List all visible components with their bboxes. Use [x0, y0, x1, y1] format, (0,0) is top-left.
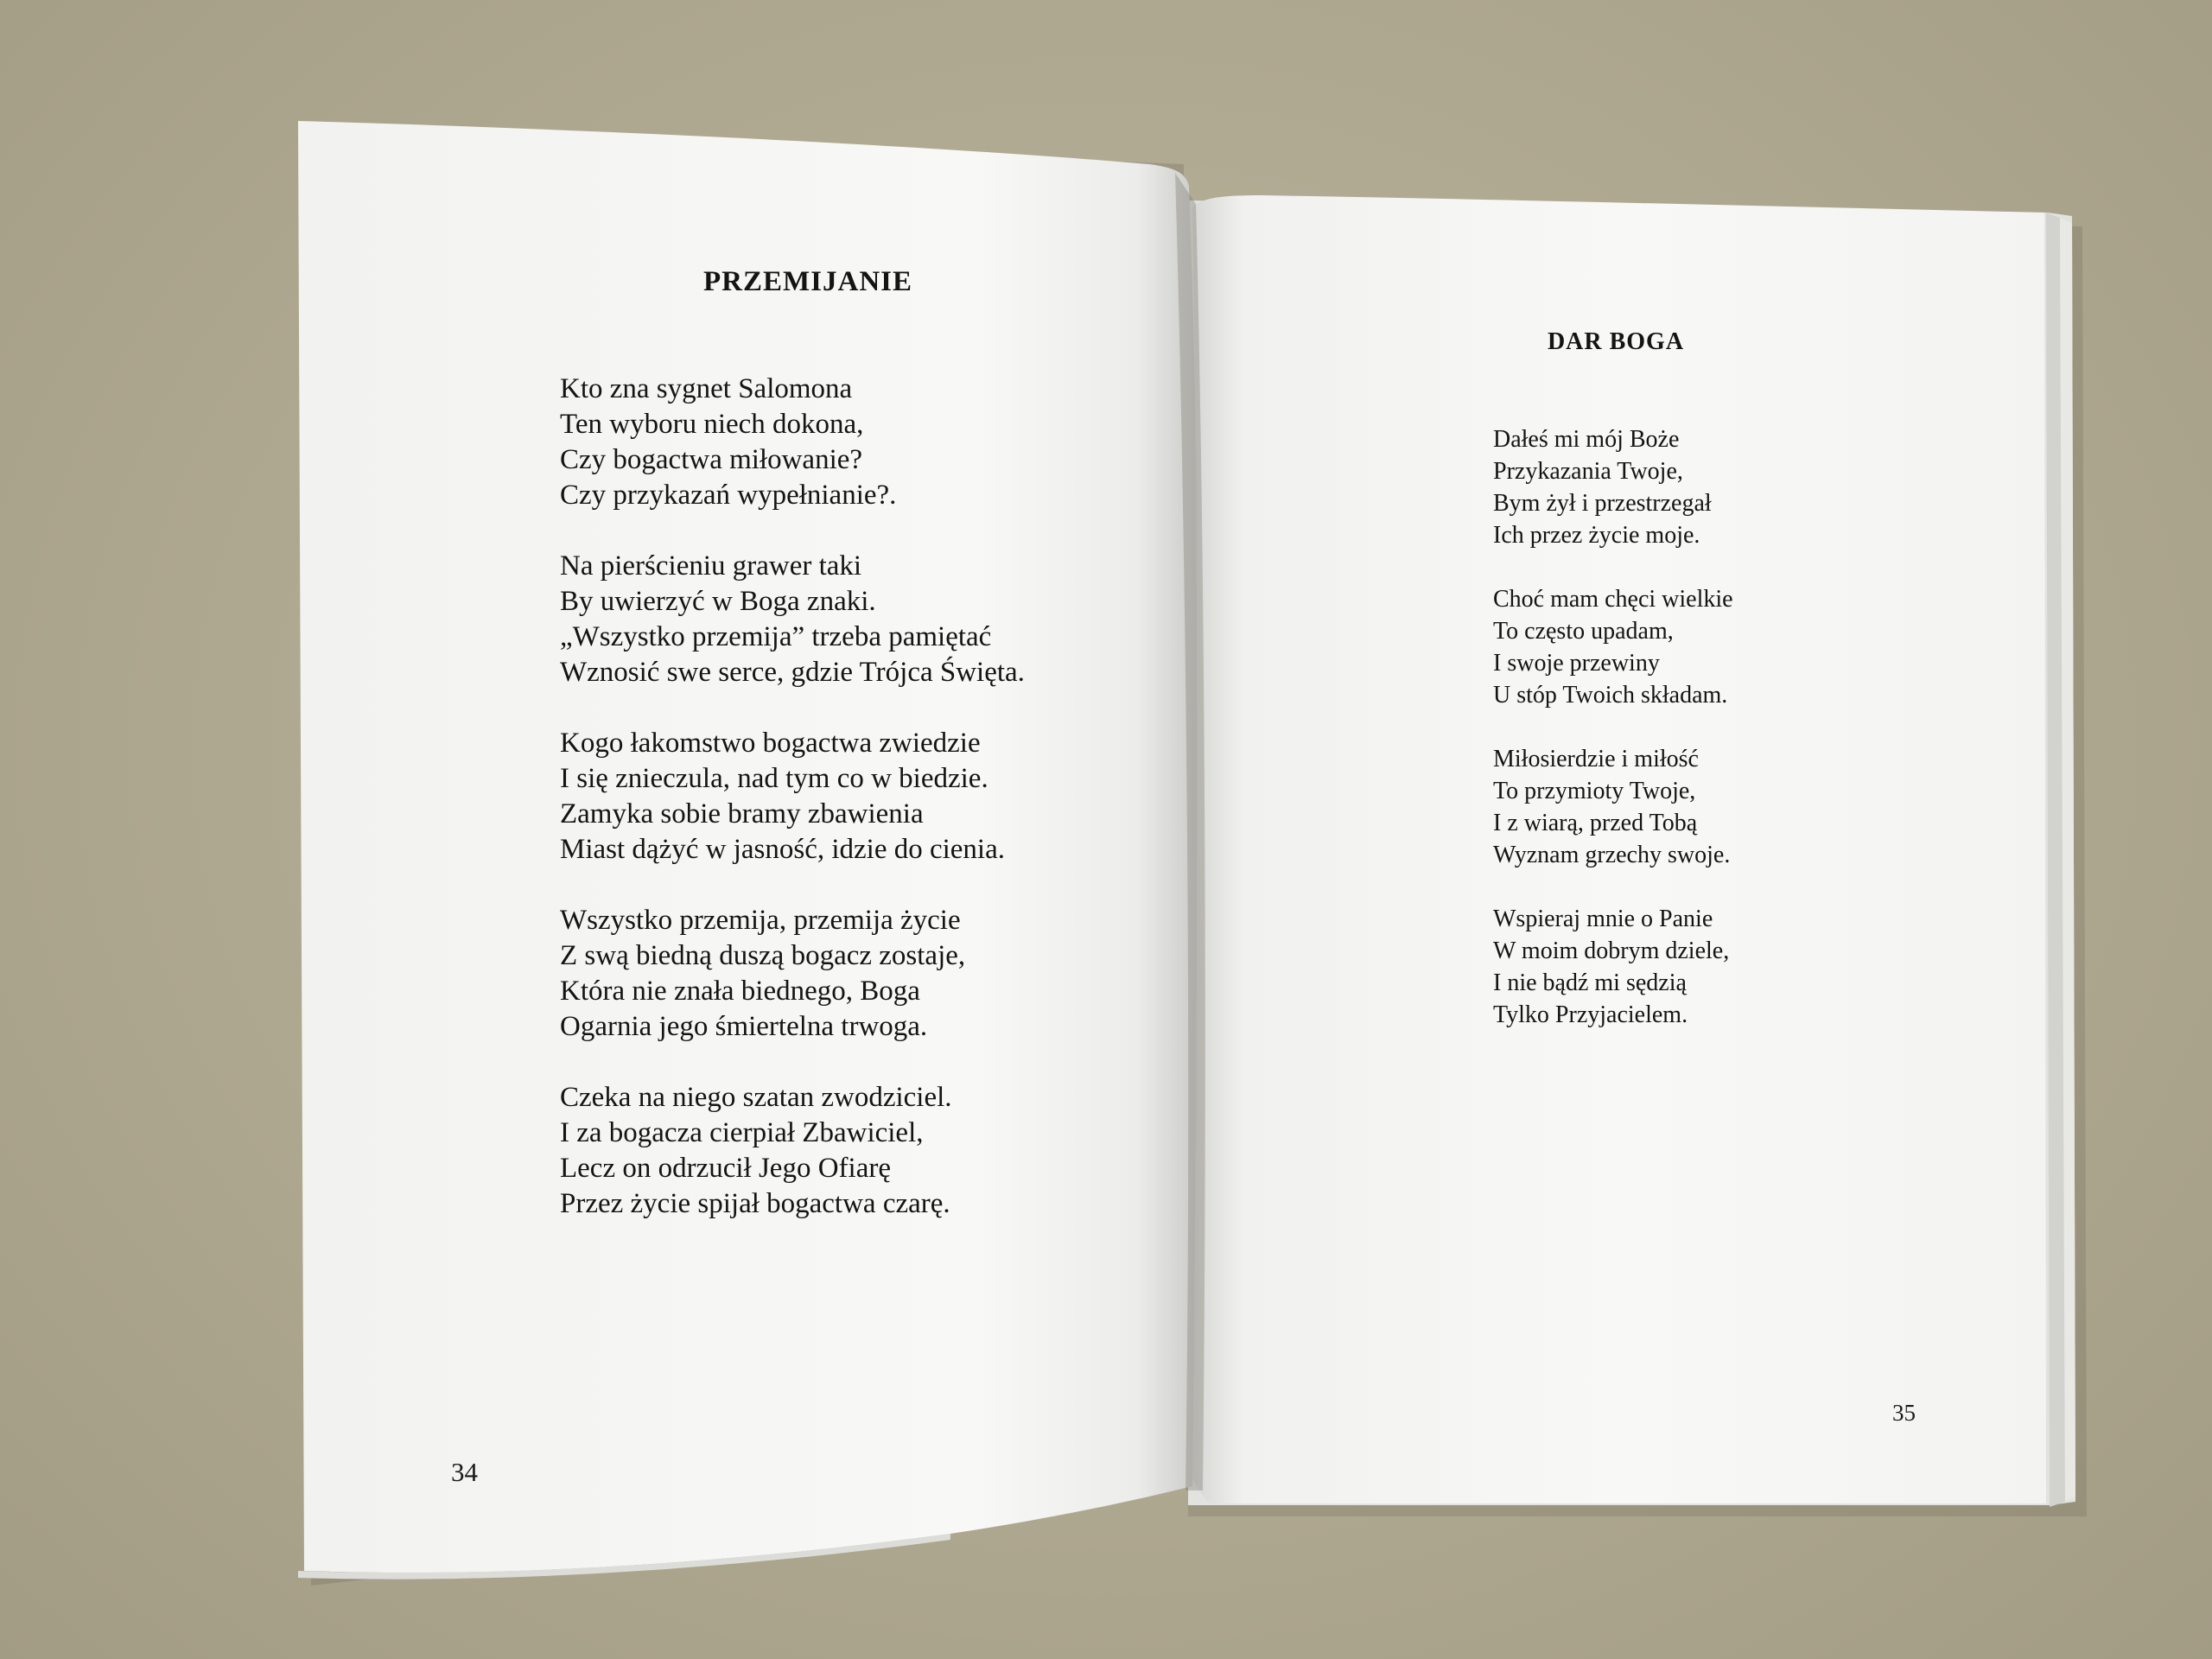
stanza [560, 726, 1113, 868]
poem-line: Czy przykazań wypełnianie?. [560, 480, 897, 511]
poem-line: Wyznam grzechy swoje. [1493, 842, 1731, 868]
poem-body-przemijanie [560, 372, 1113, 1257]
poem-line: Wznosić swe serce, gdzie Trójca Święta. [560, 657, 1025, 688]
poem-line: Miast dążyć w jasność, idzie do cienia. [560, 834, 1005, 865]
poem-line: „Wszystko przemija” trzeba pamiętać [560, 621, 992, 652]
poem-line: Z swą biedną duszą bogacz zostaje, [560, 940, 966, 971]
poem-line: Czy bogactwa miłowanie? [560, 444, 863, 475]
poem-line: I z wiarą, przed Tobą [1493, 810, 1698, 836]
stanza [1493, 903, 1899, 1031]
poem-line: I za bogacza cierpiał Zbawiciel, [560, 1117, 924, 1148]
poem-line: Ich przez życie moje. [1493, 522, 1700, 549]
poem-line: W moim dobrym dziele, [1493, 938, 1730, 964]
poem-line: Miłosierdzie i miłość [1493, 746, 1699, 772]
poem-line: Ten wyboru niech dokona, [560, 409, 864, 440]
page-number-right: 35 [1892, 1400, 1916, 1426]
poem-line: To przymioty Twoje, [1493, 778, 1696, 804]
poem-line: Choć mam chęci wielkie [1493, 586, 1733, 613]
poem-line: Kogo łakomstwo bogactwa zwiedzie [560, 728, 981, 759]
poem-line: Na pierścieniu grawer taki [560, 550, 862, 582]
poem-line: U stóp Twoich składam. [1493, 682, 1728, 709]
poem-line: Przykazania Twoje, [1493, 458, 1683, 485]
poem-line: Wszystko przemija, przemija życie [560, 905, 961, 936]
poem-line: Tylko Przyjacielem. [1493, 1001, 1688, 1028]
poem-line: Dałeś mi mój Boże [1493, 426, 1680, 453]
stanza [560, 372, 1113, 513]
poem-body-dar-boga [1493, 423, 1899, 1063]
poem-line: Kto zna sygnet Salomona [560, 373, 853, 404]
poem-title-przemijanie: PRZEMIJANIE [702, 266, 913, 297]
poem-title-dar-boga: DAR BOGA [1547, 328, 1685, 355]
poem-line: Zamyka sobie bramy zbawienia [560, 798, 924, 830]
stanza [1493, 423, 1899, 551]
stanza [560, 1080, 1113, 1222]
stanza [1493, 743, 1899, 871]
poem-line: I nie bądź mi sędzią [1493, 969, 1687, 996]
poem-line: Lecz on odrzucił Jego Ofiarę [560, 1153, 891, 1184]
poem-line: Która nie znała biednego, Boga [560, 976, 920, 1007]
poem-line: Przez życie spijał bogactwa czarę. [560, 1188, 950, 1219]
poem-line: I się znieczula, nad tym co w biedzie. [560, 763, 988, 794]
poem-line: Czeka na niego szatan zwodziciel. [560, 1082, 952, 1113]
stanza [560, 549, 1113, 690]
poem-line: Wspieraj mnie o Panie [1493, 906, 1713, 932]
poem-line: Bym żył i przestrzegał [1493, 490, 1712, 517]
stanza [1493, 583, 1899, 711]
page-number-left: 34 [451, 1457, 478, 1487]
poem-line: By uwierzyć w Boga znaki. [560, 586, 876, 617]
poem-line: Ogarnia jego śmiertelna trwoga. [560, 1011, 928, 1042]
poem-line: I swoje przewiny [1493, 650, 1660, 677]
stanza [560, 903, 1113, 1045]
poem-line: To często upadam, [1493, 618, 1674, 645]
